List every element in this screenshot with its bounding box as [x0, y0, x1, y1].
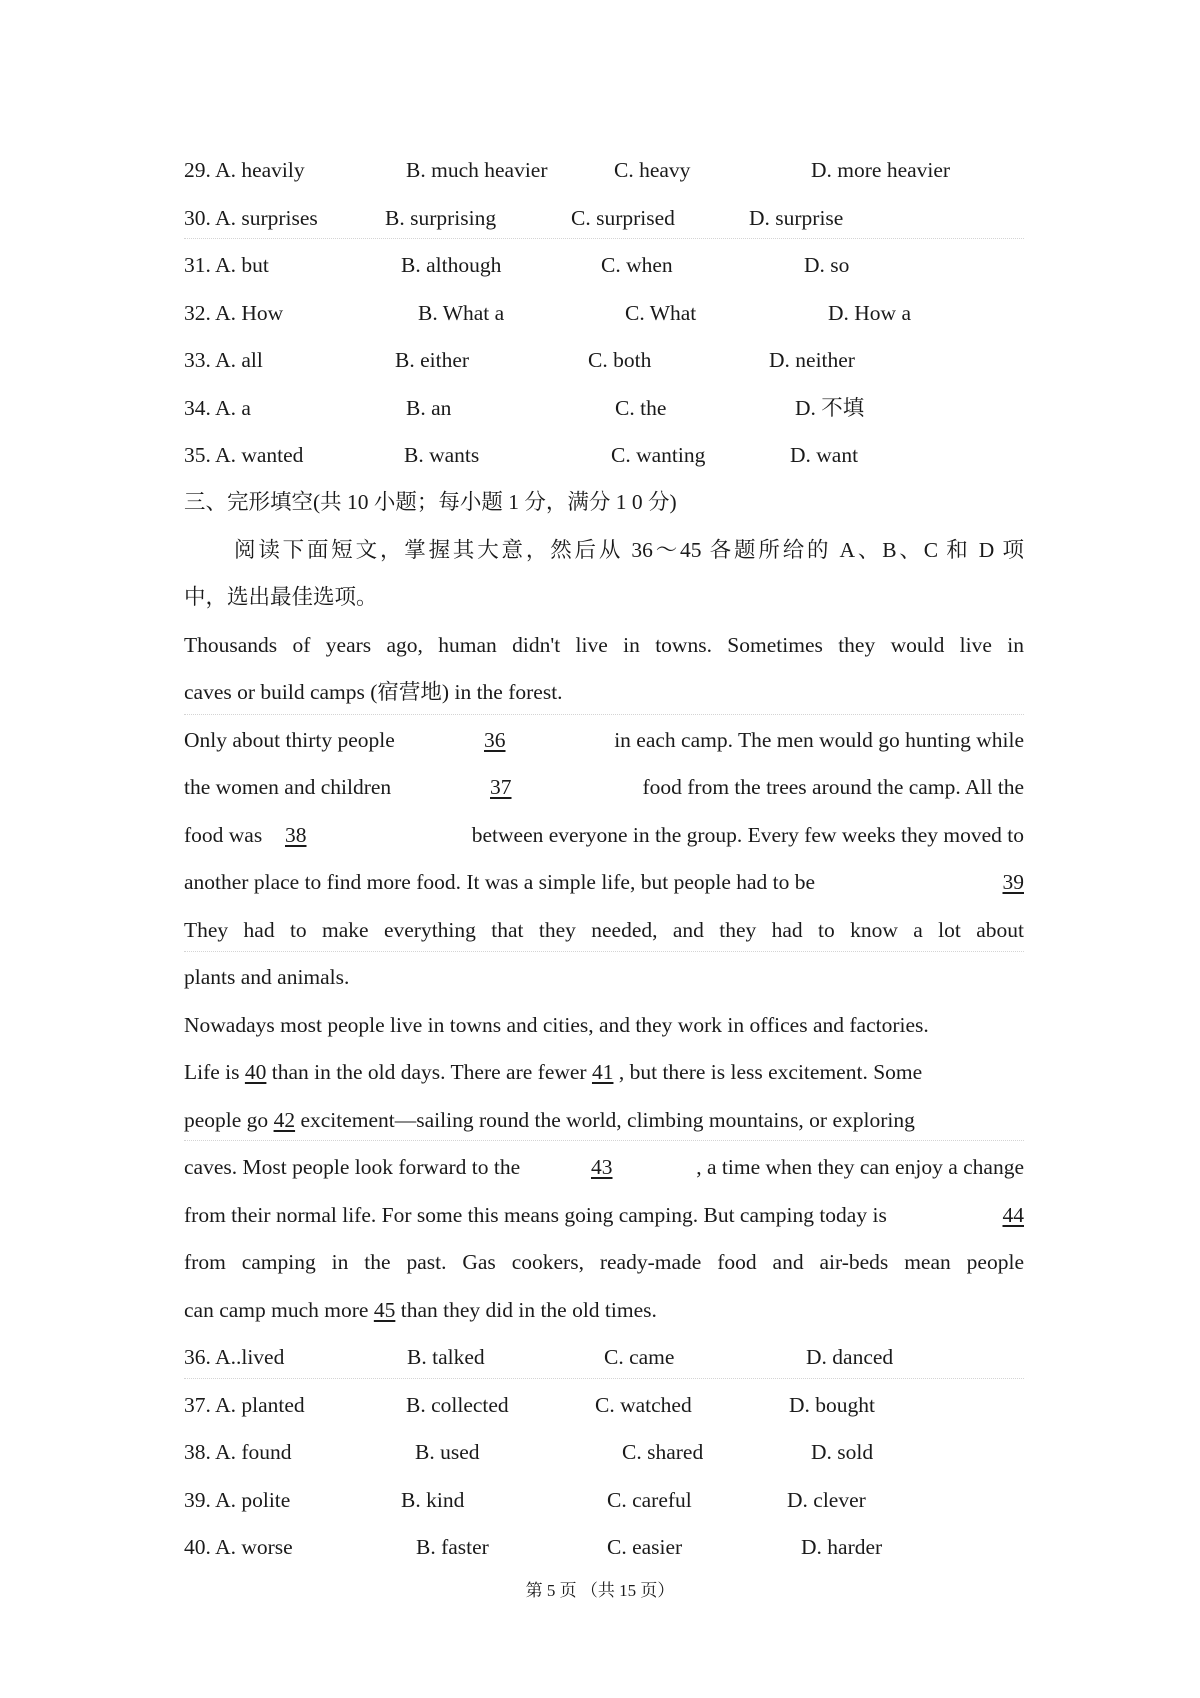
- option-d: D. neither: [769, 348, 855, 372]
- option-b: B. surprising: [385, 206, 497, 230]
- option-b: B. What a: [418, 301, 505, 325]
- option-d: D. How a: [828, 301, 911, 325]
- question-38-options: [0, 1437, 1200, 1467]
- option-a: 37. A. planted: [184, 1393, 305, 1417]
- passage-line: from their normal life. For some this means going camping. But camping today is 44: [184, 1200, 1024, 1230]
- blank-37: 37: [490, 775, 512, 799]
- blank-45: 45: [373, 1298, 396, 1322]
- option-c: C. came: [604, 1345, 675, 1369]
- option-a: 31. A. but: [184, 253, 269, 277]
- question-35-options: [0, 440, 1200, 470]
- question-30-options: [0, 203, 1200, 233]
- option-b: B. either: [395, 348, 470, 372]
- option-c: C. the: [615, 396, 667, 420]
- page-number: 第 5 页 （共 15 页）: [525, 1581, 675, 1600]
- option-c: C. surprised: [571, 206, 675, 230]
- option-c: C. heavy: [614, 158, 691, 182]
- passage-line: Nowadays most people live in towns and cities, and they work in offices and factories.: [184, 1013, 929, 1037]
- option-c: C. both: [588, 348, 652, 372]
- passage-line: can camp much more 45 than they did in the old times.: [184, 1298, 657, 1322]
- passage-line: another place to find more food. It was a simple life, but people had to be 39: [184, 867, 1024, 897]
- passage-line: caves. Most people look forward to the 43 , a time when they can enjoy a change: [184, 1152, 1024, 1182]
- option-b: B. kind: [401, 1488, 465, 1512]
- blank-39: 39: [1002, 870, 1024, 894]
- option-a: 29. A. heavily: [184, 158, 305, 182]
- option-b: B. used: [415, 1440, 480, 1464]
- option-a: 36. A..lived: [184, 1345, 285, 1369]
- page-footer: [0, 1578, 1200, 1604]
- option-a: 39. A. polite: [184, 1488, 291, 1512]
- instruction-line: 阅读下面短文，掌握其大意，然后从 36～45 各题所给的 A、B、C 和 D 项: [234, 538, 1024, 562]
- option-d: D. danced: [806, 1345, 894, 1369]
- blank-41: 41: [591, 1060, 614, 1084]
- option-b: B. collected: [406, 1393, 509, 1417]
- option-c: C. shared: [622, 1440, 704, 1464]
- blank-38: 38: [285, 823, 307, 847]
- blank-40: 40: [244, 1060, 267, 1084]
- question-32-options: [0, 298, 1200, 328]
- passage-line: Life is 40 than in the old days. There are fewer 41 , but there is less excitement. Some: [184, 1060, 923, 1084]
- divider: [184, 1378, 1024, 1379]
- passage-line: plants and animals.: [184, 965, 350, 989]
- option-a: 35. A. wanted: [184, 443, 304, 467]
- option-d: D. sold: [811, 1440, 874, 1464]
- option-a: 33. A. all: [184, 348, 263, 372]
- passage-line: the women and children 37 food from the trees around the camp. All the: [184, 772, 1024, 802]
- option-d: D. bought: [789, 1393, 875, 1417]
- option-d: D. clever: [787, 1488, 866, 1512]
- blank-44: 44: [1002, 1203, 1024, 1227]
- question-39-options: [0, 1485, 1200, 1515]
- option-a: 40. A. worse: [184, 1535, 293, 1559]
- passage-line: Thousands of years ago, human didn't live in towns. Sometimes they would live in: [184, 633, 1024, 657]
- option-a: 34. A. a: [184, 396, 251, 420]
- instruction-line: 中，选出最佳选项。: [184, 585, 378, 609]
- passage-line: caves or build camps (宿营地) in the forest.: [184, 680, 563, 704]
- option-c: C. careful: [607, 1488, 692, 1512]
- option-d: D. so: [804, 253, 850, 277]
- option-c: C. What: [625, 301, 697, 325]
- passage-line: people go 42 excitement—sailing round the world, climbing mountains, or exploring: [184, 1108, 915, 1132]
- option-a: 38. A. found: [184, 1440, 292, 1464]
- passage-line: They had to make everything that they needed, and they had to know a lot about: [184, 918, 1024, 942]
- question-29-options: [0, 155, 1200, 185]
- option-c: C. watched: [595, 1393, 692, 1417]
- question-36-options: [0, 1342, 1200, 1372]
- passage-line: food was 38 between everyone in the group. Every few weeks they moved to: [184, 820, 1024, 850]
- divider: [184, 238, 1024, 239]
- question-37-options: [0, 1390, 1200, 1420]
- option-b: B. talked: [407, 1345, 485, 1369]
- option-d: D. 不填: [795, 396, 865, 420]
- option-d: D. harder: [801, 1535, 883, 1559]
- question-33-options: [0, 345, 1200, 375]
- passage-line: Only about thirty people 36 in each camp. The men would go hunting while: [184, 725, 1024, 755]
- option-b: B. an: [406, 396, 452, 420]
- question-34-options: [0, 393, 1200, 423]
- section-heading: 三、完形填空(共 10 小题；每小题 1 分，满分 1 0 分): [184, 490, 677, 514]
- blank-43: 43: [591, 1155, 613, 1179]
- option-a: 30. A. surprises: [184, 206, 318, 230]
- divider: [184, 714, 1024, 715]
- question-40-options: [0, 1532, 1200, 1562]
- question-31-options: [0, 250, 1200, 280]
- passage-line: from camping in the past. Gas cookers, ready-made food and air-beds mean people: [184, 1250, 1024, 1274]
- option-a: 32. A. How: [184, 301, 284, 325]
- blank-36: 36: [484, 728, 506, 752]
- option-d: D. more heavier: [811, 158, 951, 182]
- divider: [184, 951, 1024, 952]
- divider: [184, 1140, 1024, 1141]
- option-c: C. wanting: [611, 443, 706, 467]
- option-c: C. easier: [607, 1535, 683, 1559]
- option-b: B. wants: [404, 443, 480, 467]
- option-c: C. when: [601, 253, 673, 277]
- option-b: B. much heavier: [406, 158, 548, 182]
- option-d: D. want: [790, 443, 859, 467]
- blank-42: 42: [273, 1108, 296, 1132]
- option-b: B. although: [401, 253, 502, 277]
- option-b: B. faster: [416, 1535, 489, 1559]
- option-d: D. surprise: [749, 206, 844, 230]
